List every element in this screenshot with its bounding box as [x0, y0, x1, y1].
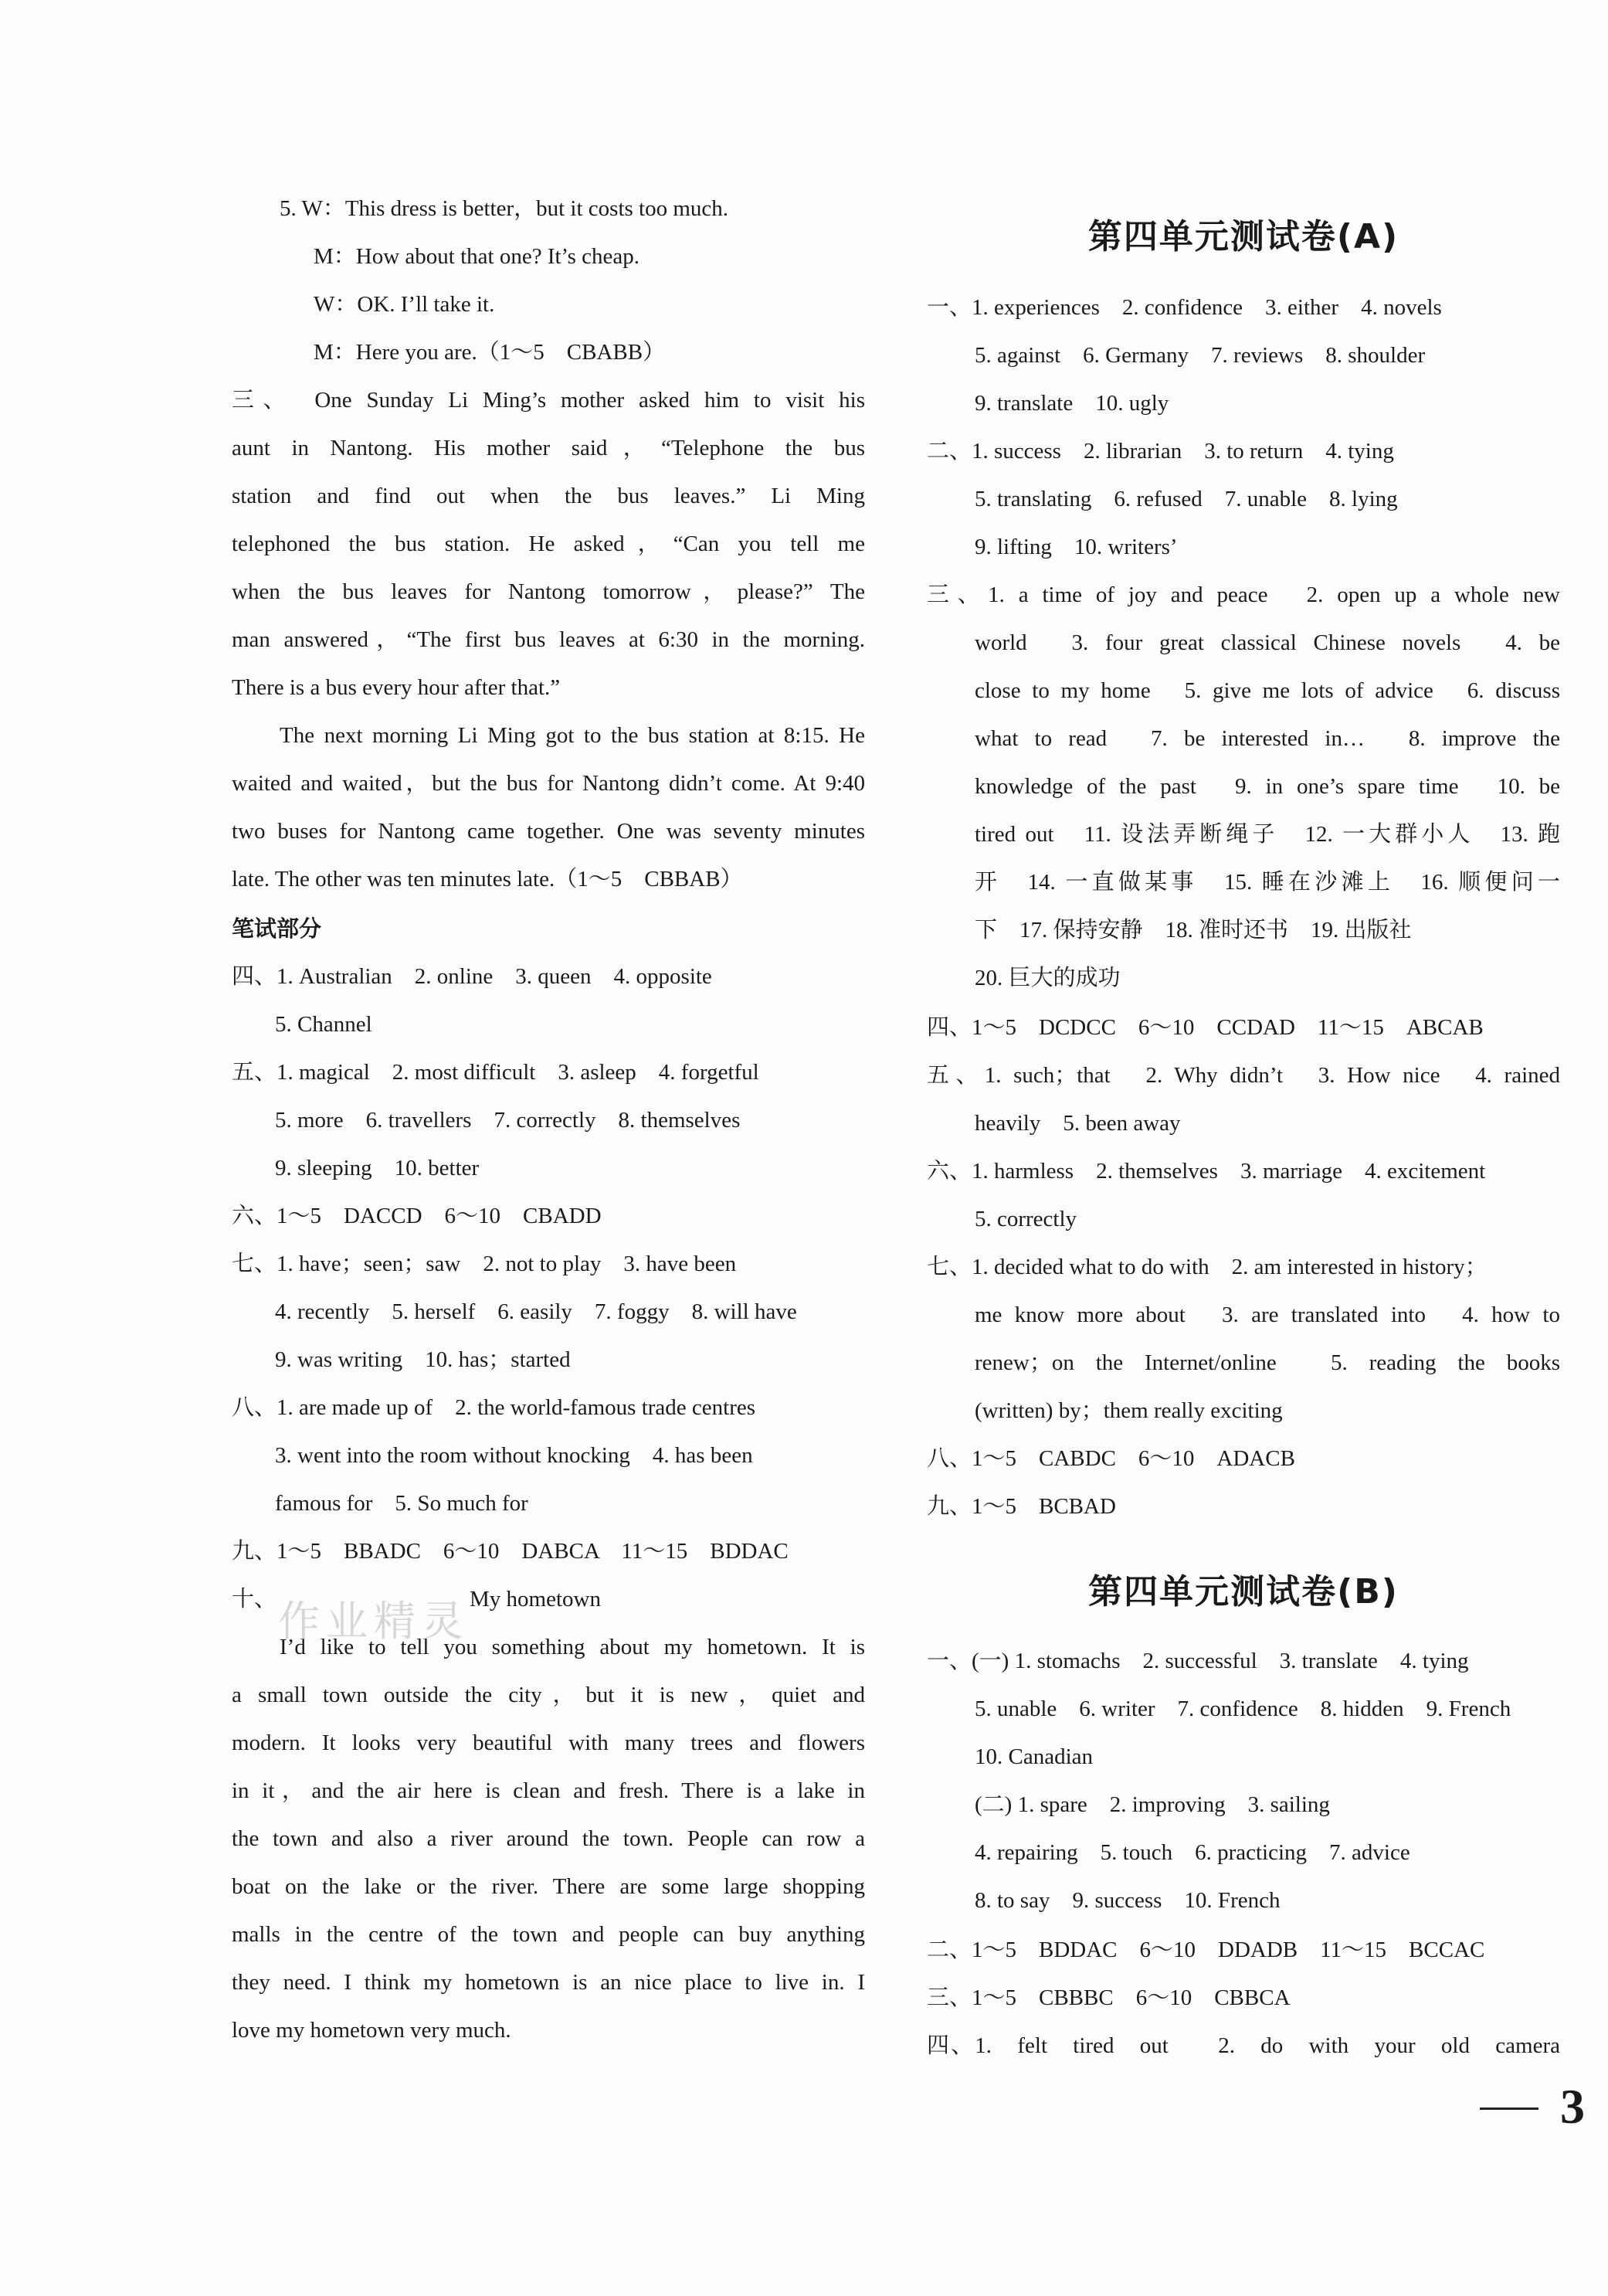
passage-line: aunt in Nantong. His mother said，“Telephone the bus — [232, 436, 865, 460]
page-number: 3 — [1560, 2079, 1585, 2134]
essay-line: in it，and the air here is clean and fresh. There is a lake in — [232, 1778, 865, 1803]
answer-line: famous for 5. So much for — [275, 1491, 528, 1516]
answer-line: 5. more 6. travellers 7. correctly 8. themselves — [275, 1108, 741, 1133]
dialogue-line: M：Here you are.（1～5 CBABB） — [314, 340, 666, 365]
answer-line: 八、1. are made up of 2. the world-famous trade centres — [232, 1395, 756, 1420]
answer-line: 九、1～5 BBADC 6～10 DABCA 11～15 BDDAC — [232, 1539, 789, 1564]
section-title-b: 第四单元测试卷(B) — [1088, 1572, 1399, 1612]
answer-line: 七、1. decided what to do with 2. am interested in history； — [927, 1255, 1488, 1279]
answer-line: 六、1. harmless 2. themselves 3. marriage 4. excitement — [927, 1159, 1486, 1184]
dialogue-line: 5. W：This dress is better，but it costs too much. — [280, 196, 729, 221]
passage-line: late. The other was ten minutes late.（1～5 CBBAB） — [232, 867, 743, 892]
answer-line: 六、1～5 DACCD 6～10 CBADD — [232, 1204, 602, 1228]
answer-line: 5. unable 6. writer 7. confidence 8. hidden 9. French — [975, 1697, 1511, 1721]
answer-line: 5. against 6. Germany 7. reviews 8. shoulder — [975, 343, 1426, 368]
answer-line: 四、1. Australian 2. online 3. queen 4. opposite — [232, 964, 712, 989]
answer-line: 5. translating 6. refused 7. unable 8. lying — [975, 487, 1398, 511]
essay-line: love my hometown very much. — [232, 2018, 511, 2043]
watermark: 作业精灵 — [278, 1597, 470, 1646]
passage-line: when the bus leaves for Nantong tomorrow，please?” The — [232, 579, 865, 604]
answer-line: 20. 巨大的成功 — [975, 966, 1121, 990]
answer-line: tired out 11. 设法弄断绳子 12. 一大群小人 13. 跑 — [975, 822, 1560, 847]
dialogue-line: M：How about that one? It’s cheap. — [314, 244, 640, 269]
answer-line: me know more about 3. are translated into 4. how to — [975, 1303, 1560, 1327]
passage-line: two buses for Nantong came together. One was seventy minutes — [232, 819, 865, 844]
answer-line: 五、1. such；that 2. Why didn’t 3. How nice 4. rained — [927, 1063, 1560, 1088]
answer-line: 三、1～5 CBBBC 6～10 CBBCA — [927, 1985, 1291, 2010]
passage-line: man answered，“The first bus leaves at 6:30 in the morning. — [232, 627, 865, 652]
answer-line: 五、1. magical 2. most difficult 3. asleep 4. forgetful — [232, 1060, 759, 1085]
answer-line: 5. Channel — [275, 1012, 372, 1037]
section-heading-written: 笔试部分 — [232, 915, 322, 942]
essay-line: malls in the centre of the town and people can buy anything — [232, 1922, 865, 1947]
answer-line: 10. Canadian — [975, 1744, 1094, 1769]
answer-line: 四、1～5 DCDCC 6～10 CCDAD 11～15 ABCAB — [927, 1015, 1484, 1040]
essay-line: a small town outside the city，but it is new，quiet and — [232, 1683, 865, 1707]
essay-title: My hometown — [470, 1587, 601, 1612]
passage-line: 三、 One Sunday Li Ming’s mother asked him to visit his — [232, 388, 865, 413]
essay-line: they need. I think my hometown is an nice place to live in. I — [232, 1970, 865, 1995]
answer-line: 下 17. 保持安静 18. 准时还书 19. 出版社 — [975, 918, 1412, 943]
answer-line: what to read 7. be interested in… 8. improve the — [975, 726, 1560, 751]
answer-line: 一、1. experiences 2. confidence 3. either 4. novels — [927, 295, 1442, 320]
answer-line: 一、(一) 1. stomachs 2. successful 3. translate 4. tying — [927, 1649, 1469, 1673]
answer-line: 4. repairing 5. touch 6. practicing 7. advice — [975, 1840, 1410, 1865]
answer-line: 十、 — [232, 1587, 277, 1612]
answer-line: 5. correctly — [975, 1207, 1077, 1231]
page-number-dash — [1480, 2107, 1538, 2110]
answer-line: 3. went into the room without knocking 4. has been — [275, 1443, 753, 1468]
answer-line: heavily 5. been away — [975, 1111, 1181, 1136]
answer-line: 9. translate 10. ugly — [975, 391, 1169, 416]
answer-line: 4. recently 5. herself 6. easily 7. foggy 8. will have — [275, 1299, 797, 1324]
essay-line: I’d like to tell you something about my hometown. It is — [280, 1635, 865, 1659]
passage-line: There is a bus every hour after that.” — [232, 675, 561, 700]
essay-line: modern. It looks very beautiful with many trees and flowers — [232, 1730, 865, 1755]
answer-line: 八、1～5 CABDC 6～10 ADACB — [927, 1446, 1295, 1471]
answer-line: 七、1. have；seen；saw 2. not to play 3. have been — [232, 1252, 737, 1276]
answer-line: close to my home 5. give me lots of advice 6. discuss — [975, 678, 1560, 703]
essay-line: the town and also a river around the town. People can row a — [232, 1826, 865, 1851]
answer-line: 9. sleeping 10. better — [275, 1156, 480, 1180]
answer-line: world 3. four great classical Chinese novels 4. be — [975, 630, 1560, 655]
answer-line: 二、1～5 BDDAC 6～10 DDADB 11～15 BCCAC — [927, 1938, 1485, 1962]
answer-line: (二) 1. spare 2. improving 3. sailing — [975, 1792, 1330, 1817]
passage-line: station and find out when the bus leaves.” Li Ming — [232, 484, 865, 508]
answer-line: knowledge of the past 9. in one’s spare time 10. be — [975, 774, 1560, 799]
answer-line: renew；on the Internet/online 5. reading the books — [975, 1350, 1560, 1375]
answer-line: 九、1～5 BCBAD — [927, 1494, 1116, 1519]
passage-line: waited and waited，but the bus for Nantong didn’t come. At 9:40 — [232, 771, 865, 796]
essay-line: boat on the lake or the river. There are some large shopping — [232, 1874, 865, 1899]
dialogue-line: W：OK. I’ll take it. — [314, 292, 495, 317]
section-title-a: 第四单元测试卷(A) — [1087, 217, 1399, 256]
passage-line: The next morning Li Ming got to the bus station at 8:15. He — [280, 723, 865, 748]
answer-line: 9. lifting 10. writers’ — [975, 535, 1178, 559]
answer-line: (written) by；them really exciting — [975, 1398, 1283, 1423]
answer-line: 9. was writing 10. has；started — [275, 1347, 571, 1372]
answer-line: 8. to say 9. success 10. French — [975, 1888, 1281, 1913]
answer-line: 四、1. felt tired out 2. do with your old camera — [927, 2033, 1560, 2058]
answer-line: 开 14. 一直做某事 15. 睡在沙滩上 16. 顺便问一 — [975, 870, 1560, 895]
answer-line: 二、1. success 2. librarian 3. to return 4. tying — [927, 439, 1394, 464]
passage-line: telephoned the bus station. He asked，“Can you tell me — [232, 532, 865, 556]
answer-line: 三、1. a time of joy and peace 2. open up a whole new — [927, 582, 1560, 607]
